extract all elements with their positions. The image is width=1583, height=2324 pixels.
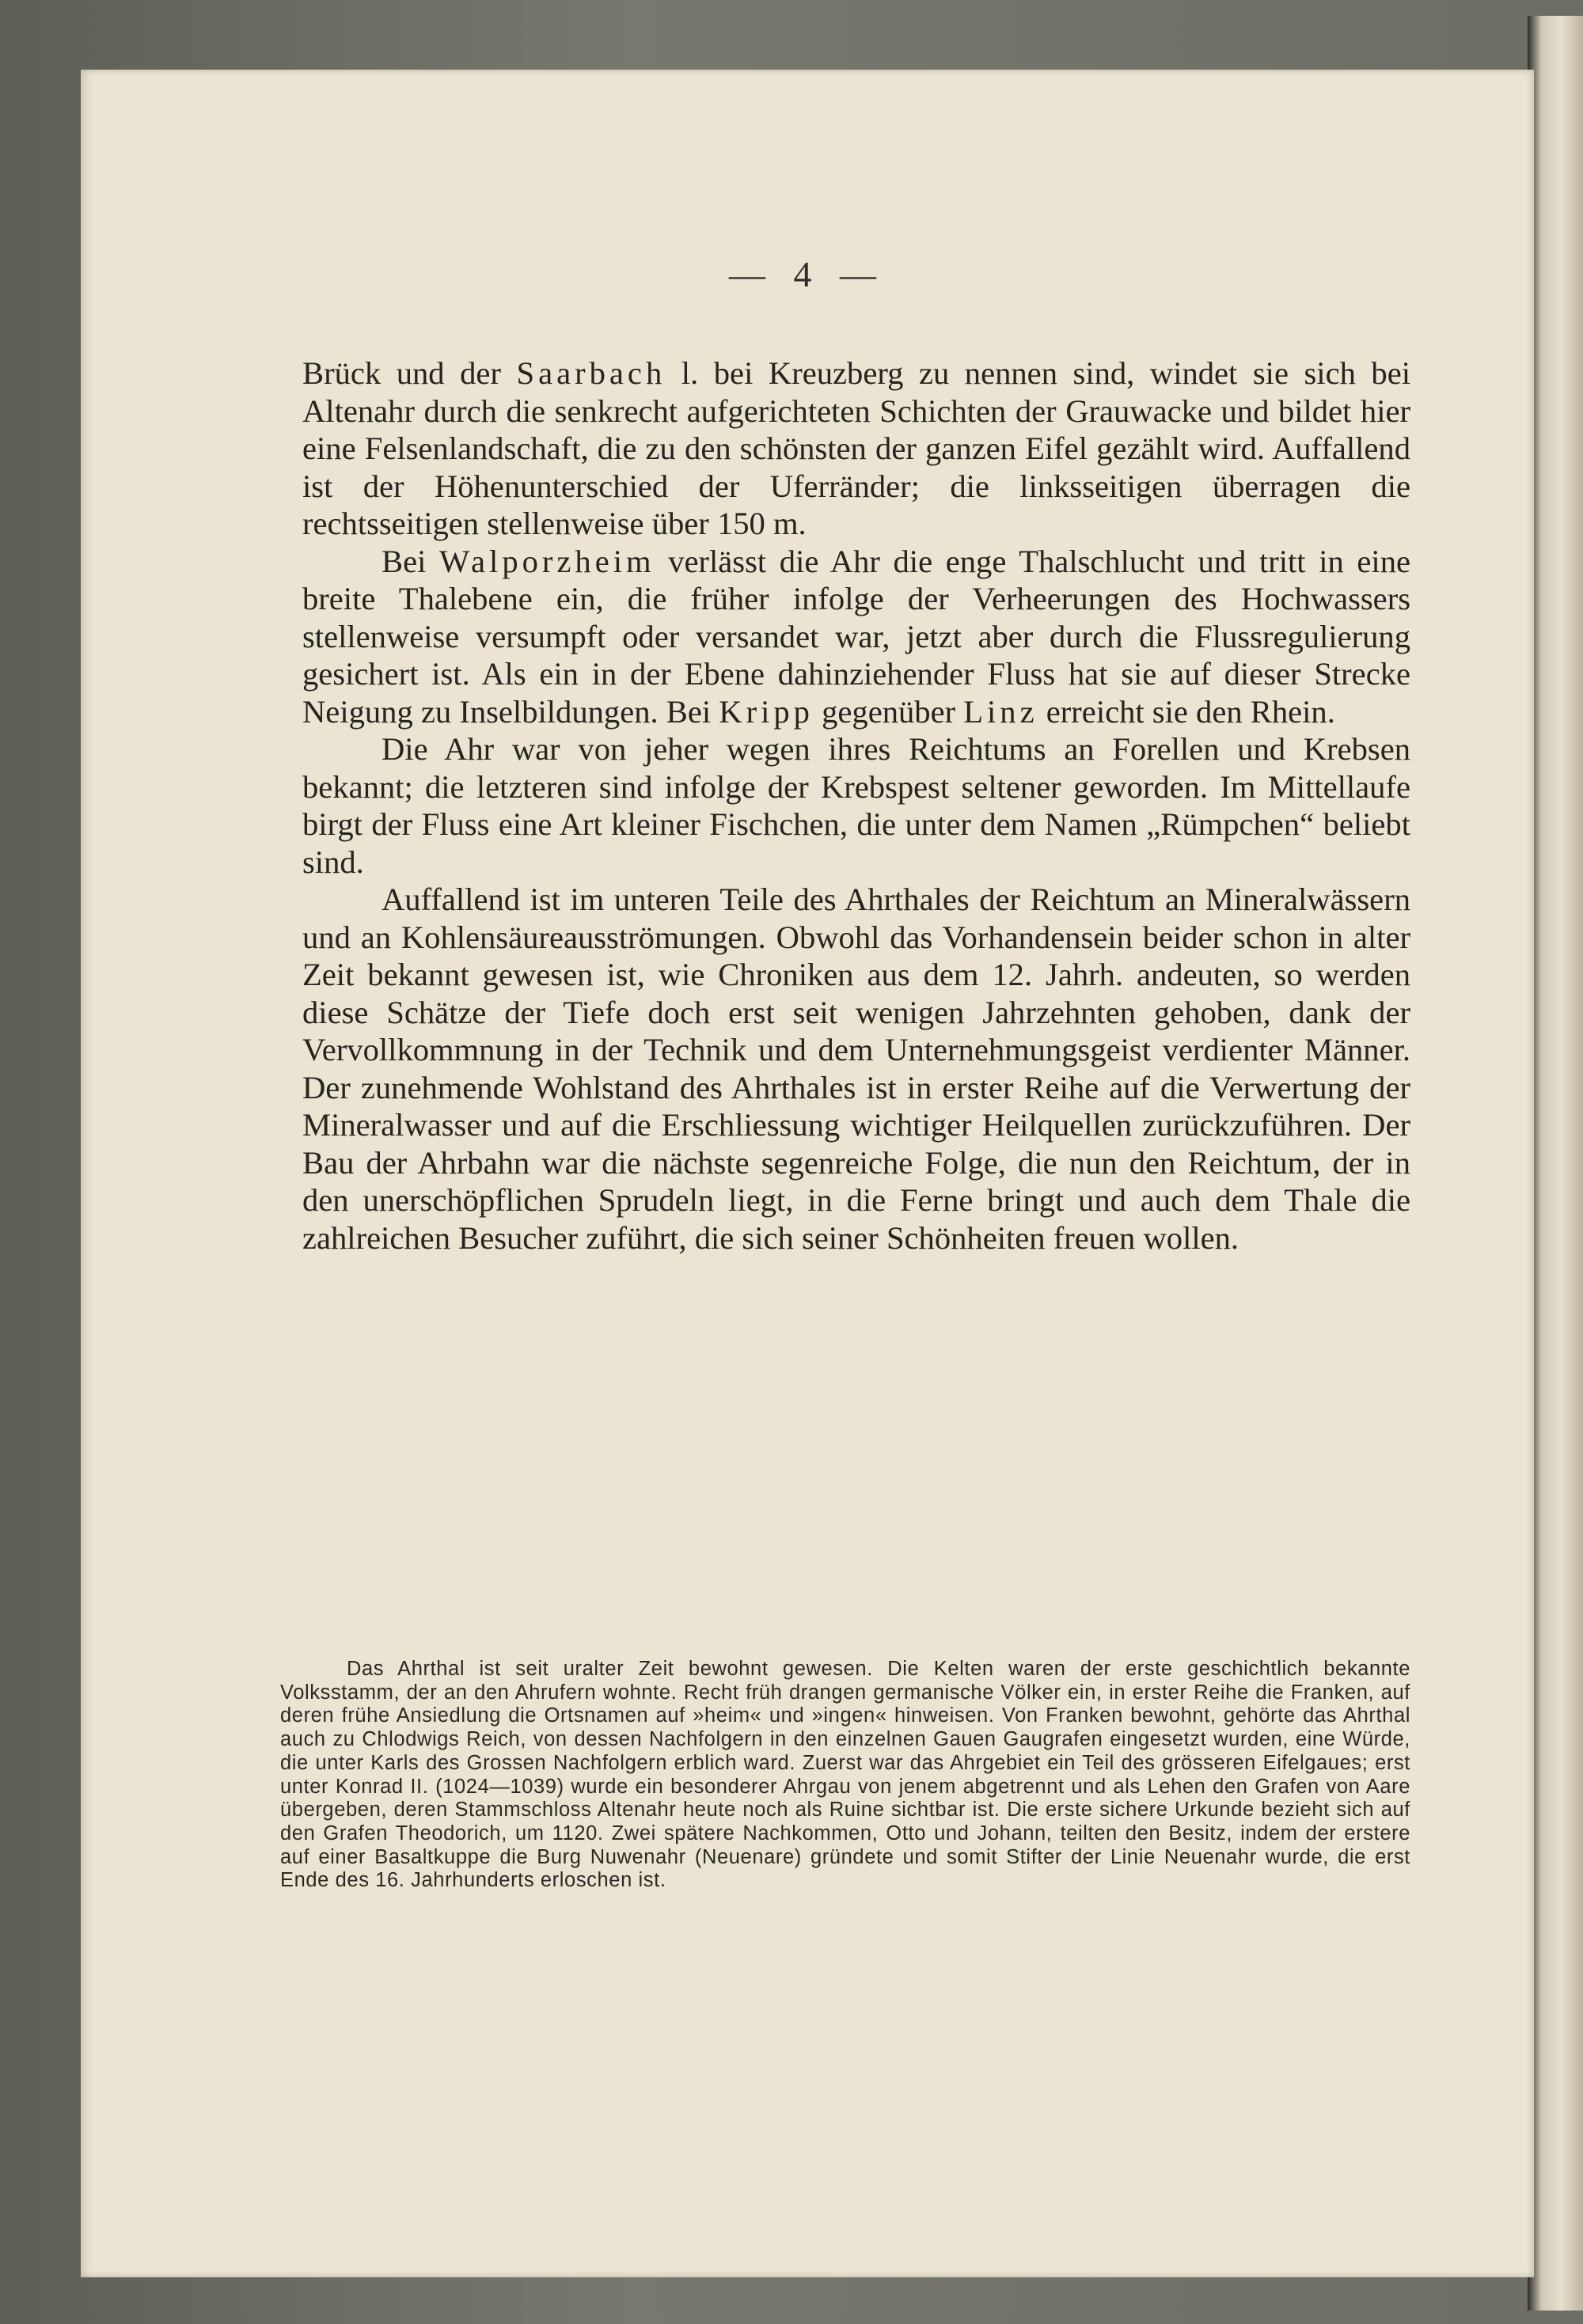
page-number: — 4 —: [729, 254, 886, 294]
paragraph-2: Bei Walporzheim verlässt die Ahr die enge Thalschlucht und tritt in eine breite Thalebene ein, die früher infolge der Verheerungen des Hochwassers stellenweise versumpft oder versandet war, jetzt aber durch die Flussregulierung gesichert ist. Als ein in der Ebene dahinziehender Fluss hat sie auf dieser Strecke Neigung zu Inselbildungen. Bei Kripp gegenüber Linz erreicht sie den Rhein.: [302, 543, 1410, 730]
place-name: Saarbach: [516, 355, 666, 391]
footnote: Das Ahrthal ist seit uralter Zeit bewohnt gewesen. Die Kelten waren der erste geschichtlich bekannte Volksstamm, der an den Ahrufern wohnte. Recht früh drangen germanische Völker ein, in erster Reihe die Franken, auf deren frühe Ansiedlung die Ortsnamen auf »heim« und »ingen« hinweisen. Von Franken bewohnt, gehörte das Ahrthal auch zu Chlodwigs Reich, von dessen Nachfolgern in den einzelnen Gauen Gaugrafen eingesetzt wurden, eine Würde, die unter Karls des Grossen Nachfolgern erblich ward. Zuerst war das Ahrgebiet ein Teil des grösseren Eifelgaues; erst unter Konrad II. (1024—1039) wurde ein besonderer Ahrgau von jenem abgetrennt und als Lehen den Grafen von Aare übergeben, deren Stammschloss Altenahr heute noch als Ruine sichtbar ist. Die erste sichere Urkunde bezieht sich auf den Grafen Theodorich, um 1120. Zwei spätere Nachkommen, Otto und Johann, teilten den Besitz, indem der erstere auf einer Basaltkuppe die Burg Nuwenahr (Neuenare) gründete und somit Stifter der Linie Neuenahr wurde, die erst Ende des 16. Jahrhunderts erloschen ist.: [280, 1658, 1410, 1892]
paragraph-4: Auffallend ist im unteren Teile des Ahrthales der Reichtum an Mineralwässern und an Kohlensäureausströmungen. Obwohl das Vorhandensein beider schon in alter Zeit bekannt gewesen ist, wie Chroniken aus dem 12. Jahrh. andeuten, so werden diese Schätze der Tiefe doch erst seit wenigen Jahrzehnten gehoben, dank der Vervollkommnung in der Technik und dem Unternehmungsgeist verdienter Männer. Der zunehmende Wohlstand des Ahrthales ist in erster Reihe auf die Verwertung der Mineralwasser und auf die Erschliessung wichtiger Heilquellen zurückzuführen. Der Bau der Ahrbahn war die nächste segenreiche Folge, die nun den Reichtum, der in den unerschöpflichen Sprudeln liegt, in die Ferne bringt und auch dem Thale die zahlreichen Besucher zuführt, die sich seiner Schönheiten freuen wollen.: [302, 881, 1410, 1256]
main-text: [302, 354, 1410, 1257]
paragraph-1: Brück und der Saarbach l. bei Kreuzberg zu nennen sind, windet sie sich bei Altenahr durch die senkrecht aufgerichteten Schichten der Grauwacke und bildet hier eine Felsenlandschaft, die zu den schönsten der ganzen Eifel gezählt wird. Auffallend ist der Höhenunterschied der Uferränder; die linksseitigen überragen die rechtsseitigen stellenweise über 150 m.: [302, 355, 1411, 541]
place-name: Walporzheim: [439, 543, 655, 579]
book-page: [81, 70, 1534, 2277]
place-name: Linz: [963, 693, 1038, 730]
page-edge: [1528, 16, 1583, 2311]
paragraph-3: Die Ahr war von jeher wegen ihres Reichtums an Forellen und Krebsen bekannt; die letzteren sind infolge der Krebspest seltener geworden. Im Mittellaufe birgt der Fluss eine Art kleiner Fischchen, die unter dem Namen „Rümpchen“ beliebt sind.: [302, 731, 1410, 880]
place-name: Kripp: [719, 693, 814, 730]
